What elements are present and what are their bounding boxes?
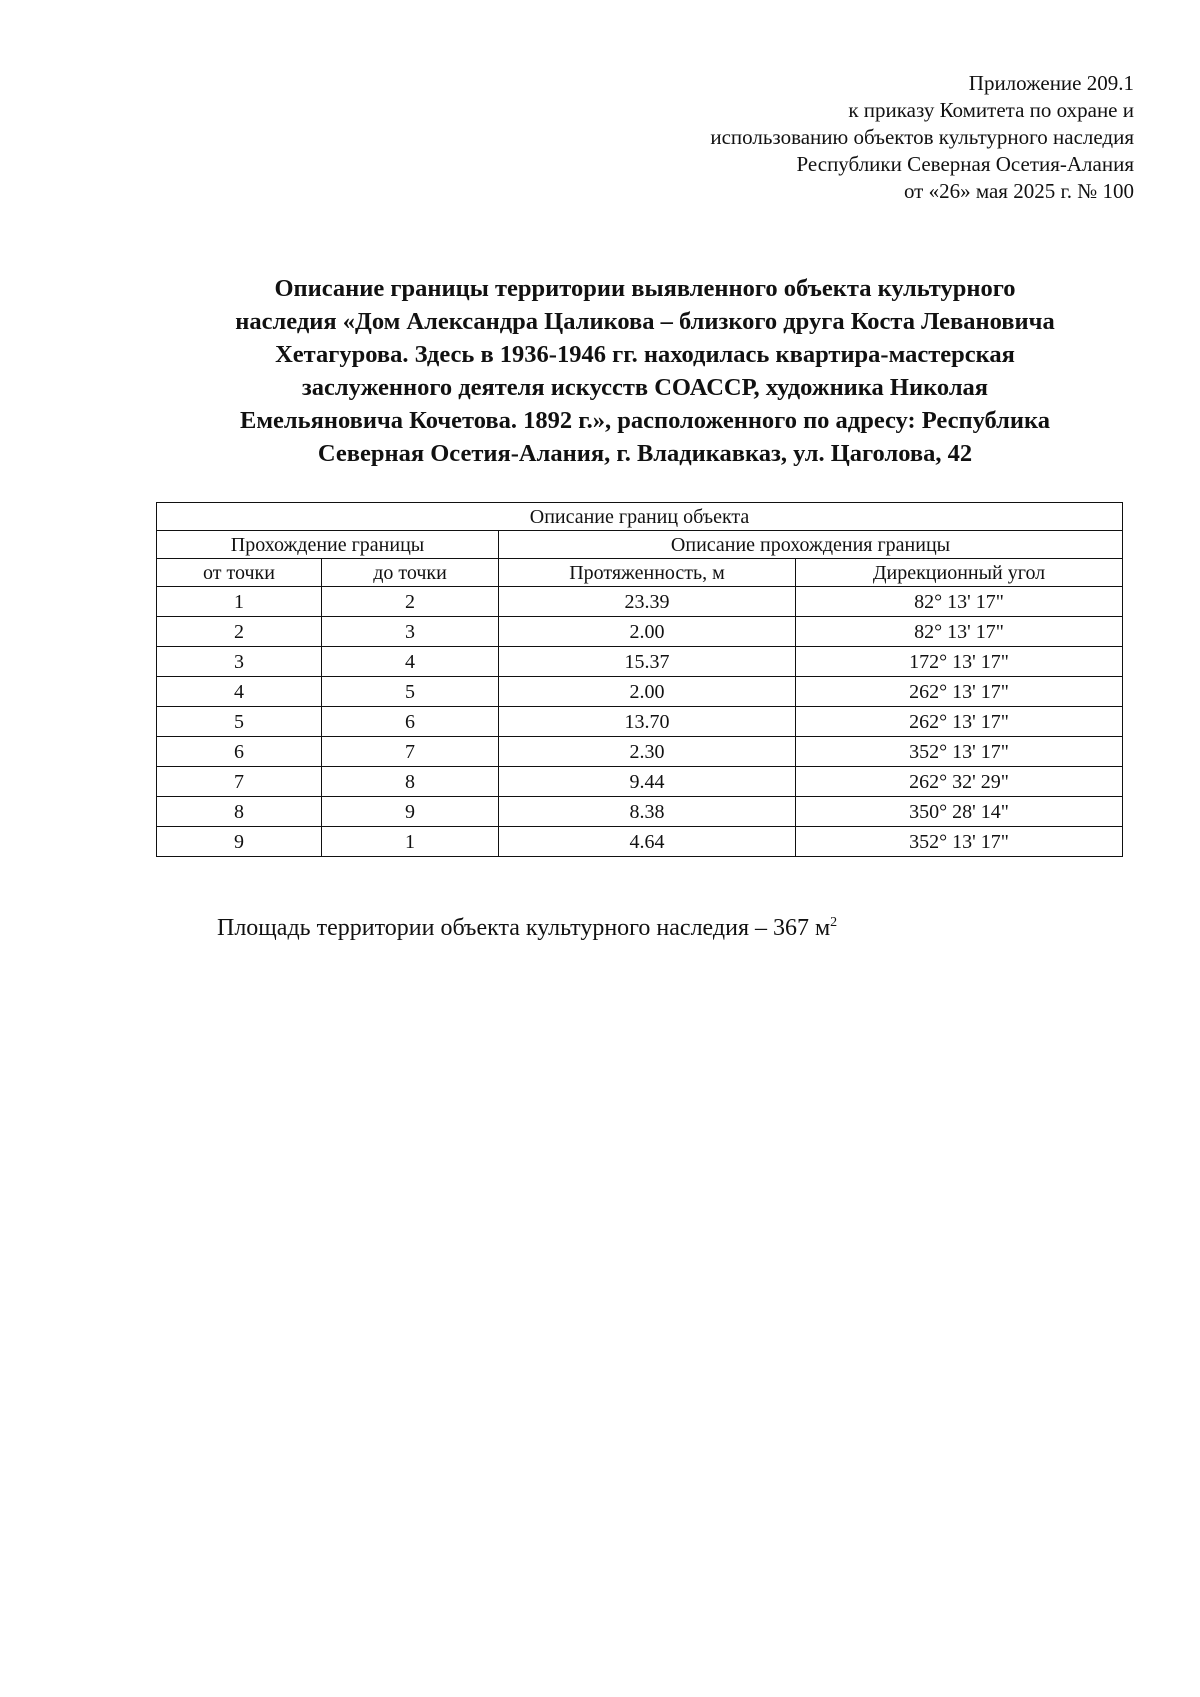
column-header-to-point: до точки	[322, 559, 499, 587]
cell-bearing: 172° 13' 17"	[796, 647, 1123, 677]
annex-line: Приложение 209.1	[968, 71, 1134, 95]
annex-line: от «26» мая 2025 г. № 100	[903, 179, 1134, 203]
cell-length: 2.00	[499, 677, 796, 707]
cell-bearing: 350° 28' 14"	[796, 797, 1123, 827]
cell-to-point: 2	[322, 587, 499, 617]
column-header-from-point: от точки	[157, 559, 322, 587]
cell-from-point: 4	[157, 677, 322, 707]
table-row	[157, 587, 1123, 617]
document-title	[150, 272, 1140, 470]
cell-length: 2.00	[499, 617, 796, 647]
area-unit-superscript: 2	[830, 915, 838, 930]
title-line: Емельяновича Кочетова. 1892 г.», расположенного по адресу: Республика	[240, 407, 1050, 434]
cell-to-point: 9	[322, 797, 499, 827]
title-line: заслуженного деятеля искусств СОАССР, художника Николая	[301, 374, 989, 401]
cell-length: 2.30	[499, 737, 796, 767]
cell-bearing: 352° 13' 17"	[796, 737, 1123, 767]
table-caption: Описание границ объекта	[157, 503, 1123, 531]
area-text: Площадь территории объекта культурного наследия – 367 м	[217, 915, 831, 941]
group-header-description: Описание прохождения границы	[499, 531, 1123, 559]
cell-to-point: 6	[322, 707, 499, 737]
cell-bearing: 82° 13' 17"	[796, 617, 1123, 647]
table-column-header-row	[157, 559, 1123, 587]
table-group-header-row	[157, 531, 1123, 559]
cell-length: 15.37	[499, 647, 796, 677]
table-row	[157, 797, 1123, 827]
title-line: наследия «Дом Александра Цаликова – близкого друга Коста Левановича	[235, 308, 1055, 335]
cell-bearing: 262° 13' 17"	[796, 707, 1123, 737]
annex-line: к приказу Комитета по охране и	[848, 98, 1134, 122]
cell-from-point: 5	[157, 707, 322, 737]
annex-line: Республики Северная Осетия-Алания	[796, 152, 1134, 176]
cell-to-point: 5	[322, 677, 499, 707]
cell-from-point: 3	[157, 647, 322, 677]
column-header-bearing: Дирекционный угол	[796, 559, 1123, 587]
cell-bearing: 352° 13' 17"	[796, 827, 1123, 857]
cell-from-point: 1	[157, 587, 322, 617]
table-row	[157, 737, 1123, 767]
group-header-passage: Прохождение границы	[157, 531, 499, 559]
cell-length: 13.70	[499, 707, 796, 737]
annex-line: использованию объектов культурного наследия	[710, 125, 1134, 149]
title-line: Северная Осетия-Алания, г. Владикавказ, ул. Цаголова, 42	[317, 440, 973, 467]
title-line: Описание границы территории выявленного объекта культурного	[274, 275, 1016, 302]
cell-length: 23.39	[499, 587, 796, 617]
cell-length: 4.64	[499, 827, 796, 857]
table-caption-row	[157, 503, 1123, 531]
cell-to-point: 4	[322, 647, 499, 677]
table-row	[157, 707, 1123, 737]
table-row	[157, 647, 1123, 677]
cell-from-point: 8	[157, 797, 322, 827]
cell-bearing: 82° 13' 17"	[796, 587, 1123, 617]
table-row	[157, 677, 1123, 707]
cell-length: 8.38	[499, 797, 796, 827]
cell-to-point: 7	[322, 737, 499, 767]
cell-to-point: 3	[322, 617, 499, 647]
boundary-table	[156, 502, 1123, 857]
cell-from-point: 2	[157, 617, 322, 647]
annex-reference	[710, 70, 1134, 205]
cell-from-point: 9	[157, 827, 322, 857]
cell-from-point: 7	[157, 767, 322, 797]
column-header-length: Протяженность, м	[499, 559, 796, 587]
cell-bearing: 262° 32' 29"	[796, 767, 1123, 797]
table-row	[157, 827, 1123, 857]
cell-bearing: 262° 13' 17"	[796, 677, 1123, 707]
title-line: Хетагурова. Здесь в 1936-1946 гг. находилась квартира-мастерская	[275, 341, 1015, 368]
cell-from-point: 6	[157, 737, 322, 767]
area-statement	[217, 915, 837, 942]
cell-to-point: 1	[322, 827, 499, 857]
cell-to-point: 8	[322, 767, 499, 797]
table-row	[157, 767, 1123, 797]
table-row	[157, 617, 1123, 647]
cell-length: 9.44	[499, 767, 796, 797]
